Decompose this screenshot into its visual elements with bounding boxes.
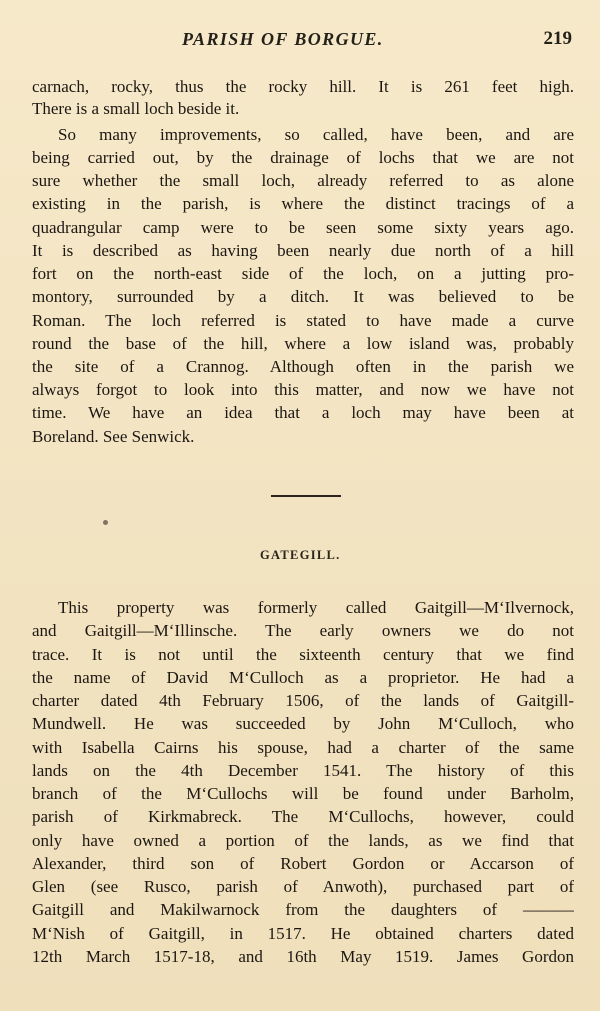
text-line-content: 12th March 1517-18, and 16th May 1519. James Gordon bbox=[32, 947, 574, 966]
text-line-content: charter dated 4th February 1506, of the lands of Gaitgill- bbox=[32, 691, 574, 710]
print-speck bbox=[103, 520, 108, 525]
text-line bbox=[32, 147, 574, 169]
text-line-content: Alexander, third son of Robert Gordon or Accarson of bbox=[32, 854, 574, 873]
text-line-content: quadrangular camp were to be seen some sixty years ago. bbox=[32, 218, 574, 237]
text-line bbox=[32, 217, 574, 239]
text-line bbox=[32, 356, 574, 378]
text-line bbox=[32, 830, 574, 852]
section-divider bbox=[271, 495, 341, 497]
text-line-content: sure whether the small loch, already referred to as alone bbox=[32, 171, 574, 190]
text-line bbox=[58, 124, 574, 146]
text-line bbox=[32, 667, 574, 689]
text-line-content: fort on the north-east side of the loch, on a jutting pro- bbox=[32, 264, 574, 283]
text-line-content: carnach, rocky, thus the rocky hill. It is 261 feet high. bbox=[32, 77, 574, 96]
text-line bbox=[32, 806, 574, 828]
text-line bbox=[32, 783, 574, 805]
text-line-content: time. We have an idea that a loch may have been at bbox=[32, 403, 574, 422]
text-line bbox=[32, 644, 574, 666]
page-number: 219 bbox=[543, 28, 572, 49]
text-line bbox=[32, 853, 574, 875]
text-line-content: being carried out, by the drainage of lochs that we are not bbox=[32, 148, 574, 167]
text-line bbox=[32, 76, 574, 98]
text-line bbox=[32, 713, 574, 735]
text-line-content: trace. It is not until the sixteenth century that we find bbox=[32, 645, 574, 664]
text-line-content: So many improvements, so called, have been, and are bbox=[58, 125, 574, 144]
text-line-content: the name of David M‘Culloch as a proprietor. He had a bbox=[32, 668, 574, 687]
text-line bbox=[32, 402, 574, 424]
text-line-content: always forgot to look into this matter, and now we have not bbox=[32, 380, 574, 399]
text-line-content: There is a small loch beside it. bbox=[32, 99, 240, 118]
text-line bbox=[32, 310, 574, 332]
text-line-content: Gaitgill and Makilwarnock from the daughters of ——— bbox=[32, 900, 574, 919]
text-line-content: the site of a Crannog. Although often in the parish we bbox=[32, 357, 574, 376]
text-line-content: only have owned a portion of the lands, as we find that bbox=[32, 831, 574, 850]
text-line-content: Glen (see Rusco, parish of Anwoth), purchased part of bbox=[32, 877, 574, 896]
text-line-content: M‘Nish of Gaitgill, in 1517. He obtained charters dated bbox=[32, 924, 574, 943]
text-line bbox=[32, 170, 574, 192]
text-line bbox=[32, 946, 574, 968]
text-line bbox=[32, 620, 574, 642]
text-line-content: with Isabella Cairns his spouse, had a charter of the same bbox=[32, 738, 574, 757]
text-line-content: Roman. The loch referred is stated to have made a curve bbox=[32, 311, 574, 330]
text-line bbox=[32, 899, 574, 921]
section-heading: GATEGILL. bbox=[260, 548, 341, 562]
text-line bbox=[32, 737, 574, 759]
text-line-content: This property was formerly called Gaitgill—M‘Ilvernock, bbox=[58, 598, 574, 617]
text-line bbox=[58, 597, 574, 619]
text-line bbox=[32, 876, 574, 898]
text-line bbox=[32, 193, 574, 215]
text-line bbox=[32, 98, 574, 120]
text-line bbox=[32, 333, 574, 355]
text-line bbox=[32, 240, 574, 262]
text-line bbox=[32, 426, 574, 448]
text-line-content: parish of Kirkmabreck. The M‘Cullochs, however, could bbox=[32, 807, 574, 826]
text-line-content: existing in the parish, is where the distinct tracings of a bbox=[32, 194, 574, 213]
text-line-content: lands on the 4th December 1541. The history of this bbox=[32, 761, 574, 780]
text-line bbox=[32, 690, 574, 712]
text-line-content: round the base of the hill, where a low island was, probably bbox=[32, 334, 574, 353]
text-line bbox=[32, 263, 574, 285]
text-line-content: Mundwell. He was succeeded by John M‘Culloch, who bbox=[32, 714, 574, 733]
running-head bbox=[0, 24, 600, 54]
text-line bbox=[32, 379, 574, 401]
text-line bbox=[32, 760, 574, 782]
text-line-content: Boreland. See Senwick. bbox=[32, 427, 195, 446]
text-line-content: montory, surrounded by a ditch. It was believed to be bbox=[32, 287, 574, 306]
text-line-content: branch of the M‘Cullochs will be found under Barholm, bbox=[32, 784, 574, 803]
text-line bbox=[32, 286, 574, 308]
text-line-content: It is described as having been nearly due north of a hill bbox=[32, 241, 574, 260]
running-title: PARISH OF BORGUE. bbox=[182, 29, 384, 49]
text-line bbox=[32, 923, 574, 945]
text-line-content: and Gaitgill—M‘Illinsche. The early owners we do not bbox=[32, 621, 574, 640]
